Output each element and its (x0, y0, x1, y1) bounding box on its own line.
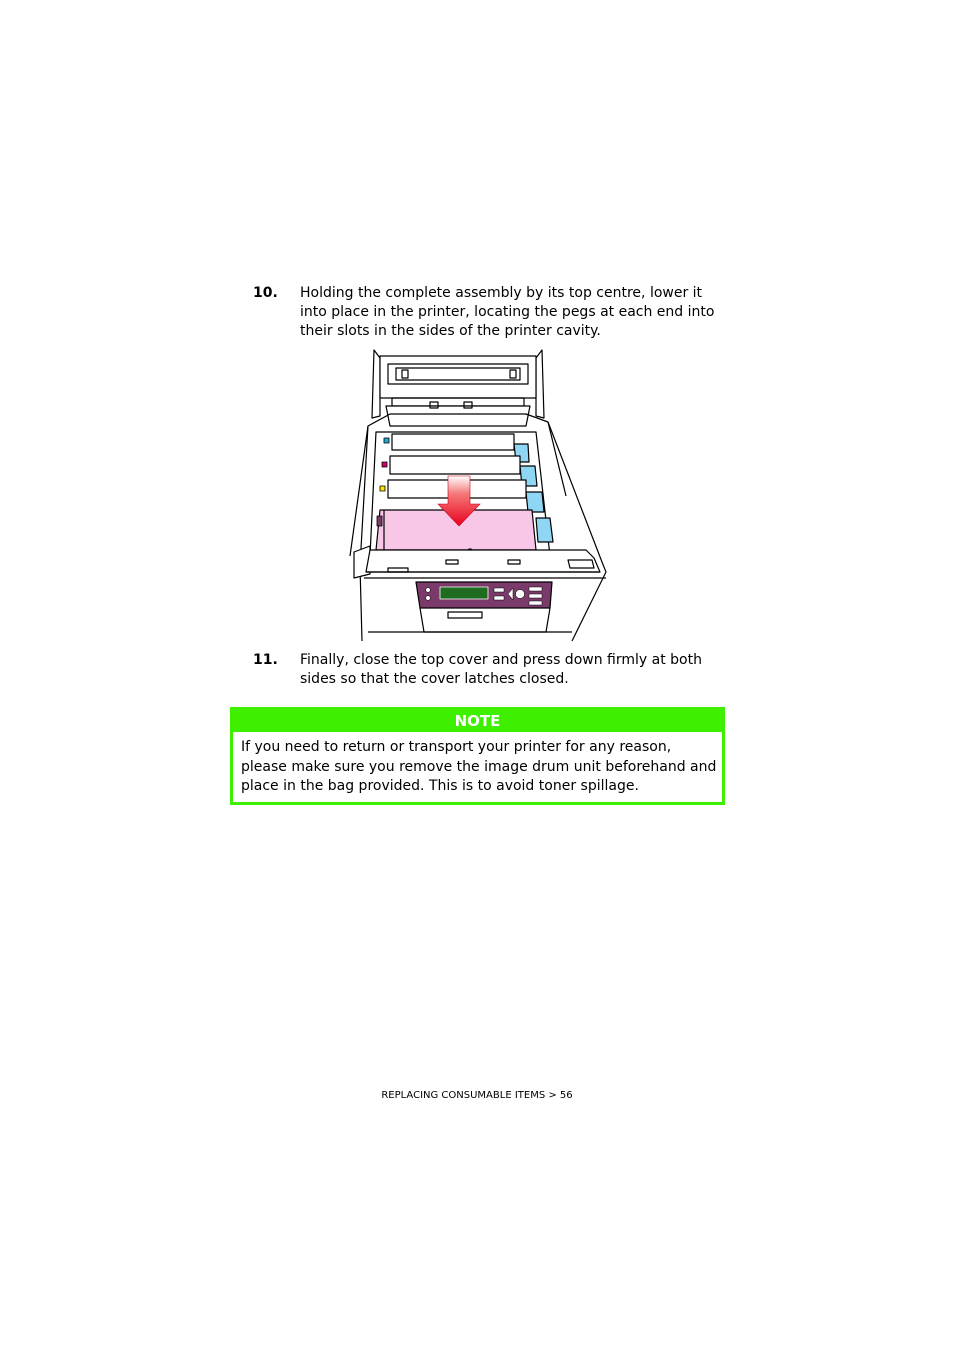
step-text: Holding the complete assembly by its top centre, lower it into place in the printer, locating the pegs at each end into their slots in the sides of the printer cavity. (300, 285, 715, 339)
note-body: If you need to return or transport your printer for any reason, please make sure you remove the image drum unit beforehand and place in the bag provided. This is to avoid toner spillage. (241, 739, 717, 794)
lcd-display (440, 587, 488, 599)
printer-illustration (330, 346, 620, 641)
note-box (230, 707, 725, 805)
top-cover (372, 350, 380, 418)
note-title: NOTE (233, 710, 722, 732)
step-number: 11. (253, 652, 278, 668)
step-text: Finally, close the top cover and press down firmly at both sides so that the cover latches closed. (300, 652, 702, 687)
step-number: 10. (253, 285, 278, 301)
page-footer: REPLACING CONSUMABLE ITEMS > 56 (381, 1090, 573, 1101)
